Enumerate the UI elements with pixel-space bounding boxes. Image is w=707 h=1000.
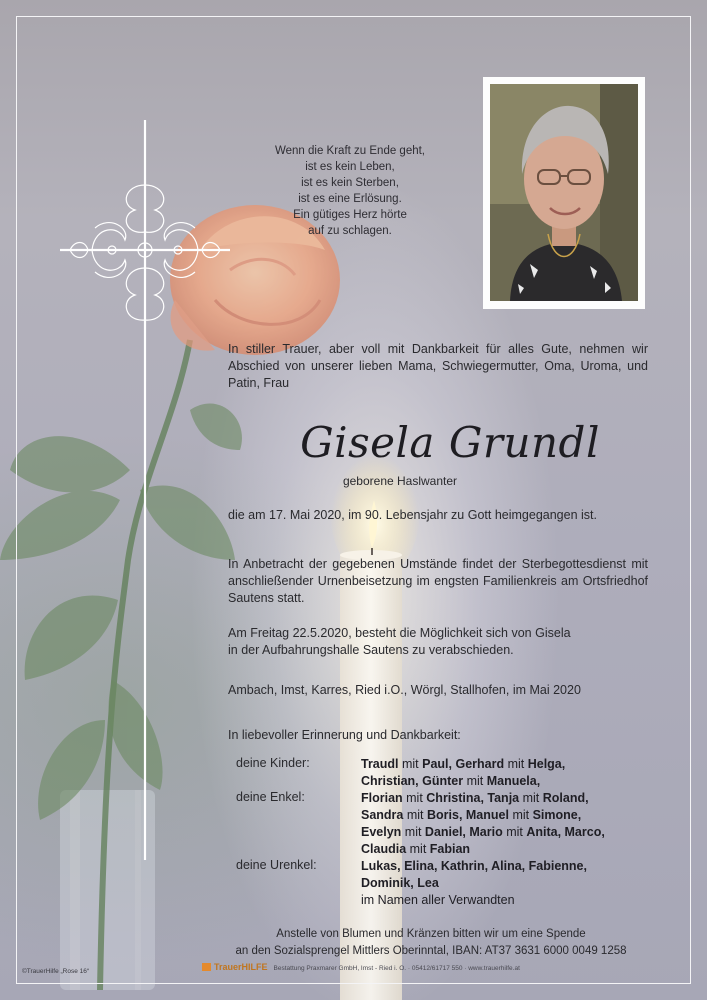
family-line	[361, 892, 671, 909]
family-line	[361, 841, 671, 858]
poem-line: Wenn die Kraft zu Ende geht,	[274, 145, 426, 157]
family-connector: mit	[402, 791, 427, 805]
family-line	[361, 756, 671, 773]
logo-icon	[202, 963, 211, 971]
family-name: Helga,	[527, 757, 566, 771]
family-name: Paul, Gerhard	[422, 757, 505, 771]
donation-line: an den Sozialsprengel Mittlers Oberinntal, IBAN: AT37 3631 6000 0049 1258	[235, 945, 627, 957]
family-name: Lukas, Elina, Kathrin, Alina, Fabienne,	[361, 859, 587, 873]
family-name: Daniel, Mario	[424, 825, 503, 839]
family-name: Manuela,	[486, 774, 541, 788]
children-list	[361, 756, 671, 790]
poem-line: ist es kein Sterben,	[301, 177, 399, 189]
family-connector: mit	[403, 808, 427, 822]
family-name: Simone,	[532, 808, 582, 822]
family-line	[361, 824, 671, 841]
family-name: Fabian	[429, 842, 471, 856]
family-connector: mit	[519, 791, 543, 805]
children-label: deine Kinder:	[236, 756, 310, 770]
family-name: Christian, Günter	[361, 774, 464, 788]
family-connector: mit	[502, 825, 527, 839]
death-notice: die am 17. Mai 2020, im 90. Lebensjahr zu Gott heimgegangen ist.	[228, 508, 597, 522]
greatgrandchildren-label: deine Urenkel:	[236, 858, 317, 872]
grandchildren-list	[361, 790, 671, 858]
footer-text: Bestattung Praxmarer GmbH, Imst - Ried i. O. · 05412/61717 550 · www.trauerhilfe.at	[273, 965, 520, 972]
deceased-name: Gisela Grundl	[300, 418, 600, 467]
portrait-photo	[490, 84, 638, 301]
family-name: Dominik, Lea	[361, 876, 439, 890]
family-line	[361, 875, 671, 892]
viewing-line: Am Freitag 22.5.2020, besteht die Möglichkeit sich von Gisela	[228, 626, 571, 640]
grandchildren-label: deine Enkel:	[236, 790, 305, 804]
family-connector: mit	[401, 825, 425, 839]
family-name: Claudia	[361, 842, 407, 856]
family-name: Roland,	[542, 791, 589, 805]
poem	[250, 143, 450, 239]
poem-line: ist es kein Leben,	[305, 161, 395, 173]
family-connector: mit	[398, 757, 423, 771]
donation-line: Anstelle von Blumen und Kränzen bitten wir um eine Spende	[276, 928, 586, 940]
family-connector: mit	[504, 757, 528, 771]
family-name: Boris, Manuel	[427, 808, 509, 822]
family-line	[361, 807, 671, 824]
poem-line: auf zu schlagen.	[308, 225, 392, 237]
family-name: Evelyn	[361, 825, 402, 839]
family-connector: mit	[508, 808, 533, 822]
logo-text: TrauerHILFE	[214, 962, 268, 972]
memory-heading: In liebevoller Erinnerung und Dankbarkeit:	[228, 728, 461, 742]
family-connector: im Namen aller Verwandten	[361, 893, 515, 907]
family-connector: mit	[463, 774, 487, 788]
family-connector: mit	[406, 842, 430, 856]
family-name: Sandra	[361, 808, 404, 822]
viewing-info	[228, 625, 648, 659]
funeral-info: In Anbetracht der gegebenen Umstände findet der Sterbegottesdienst mit anschließender Urnenbeisetzung im engsten Familienkreis am Ortsfriedhof Sautens statt.	[228, 557, 648, 605]
family-line	[361, 858, 671, 875]
footer	[202, 962, 520, 972]
family-line	[361, 790, 671, 807]
poem-line: ist es eine Erlösung.	[298, 193, 402, 205]
greatgrandchildren-list	[361, 858, 671, 909]
family-name: Florian	[361, 791, 403, 805]
intro-text: In stiller Trauer, aber voll mit Dankbarkeit für alles Gute, nehmen wir Abschied von unserer lieben Mama, Schwiegermutter, Oma, Uroma, und Patin, Frau	[228, 342, 648, 390]
portrait-frame	[483, 77, 645, 309]
maiden-name: geborene Haslwanter	[342, 474, 458, 488]
copyright: ©TrauerHilfe „Rose 16“	[22, 968, 90, 975]
donation-note	[196, 926, 666, 960]
family-name: Christina, Tanja	[426, 791, 520, 805]
viewing-line: in der Aufbahrungshalle Sautens zu verabschieden.	[228, 643, 514, 657]
family-line	[361, 773, 671, 790]
poem-line: Ein gütiges Herz hörte	[293, 209, 407, 221]
family-name: Traudl	[361, 757, 399, 771]
family-name: Anita, Marco,	[526, 825, 605, 839]
places-date: Ambach, Imst, Karres, Ried i.O., Wörgl, Stallhofen, im Mai 2020	[228, 683, 581, 697]
